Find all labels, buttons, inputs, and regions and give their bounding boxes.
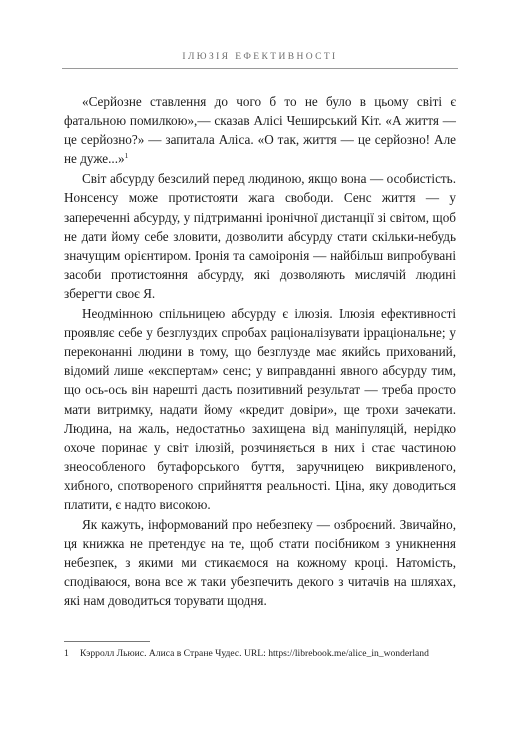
body-text <box>64 92 456 611</box>
footnote <box>64 647 484 660</box>
footnote-reference[interactable]: 1 <box>124 151 129 161</box>
footnote-number: 1 <box>64 648 69 659</box>
paragraph-1-text: «Серйозне ставлення до чого б то не було в цьому світі є фатальною помилкою»,— сказав Алісі Чеширський Кіт. «А життя — це серйозно?» — запитала Аліса. «О так, життя — це серйозно! Але не дуже...» <box>64 94 456 167</box>
paragraph-4: Як кажуть, інформований про небезпеку — озброєний. Звичайно, ця книжка не претендує на те, щоб стати посібником з уникнення небезпек, з якими ми стикаємося на кожному кроці. Натомість, сподіваюся, вона все ж таки убезпечить декого з читачів на шляхах, які нам доводиться торувати щодня. <box>64 517 456 609</box>
paragraph-3: Неодмінною спільницею абсурду є ілюзія. Ілюзія ефективності проявляє себе у безглуздих спробах раціоналізувати ірраціональне; у переконанні людини в тому, що безглузде має якийсь прихований, відомий лише «експертам» сенс; у виправданні явного абсурду тим, що ось-ось він нарешті дасть позитивний результат — треба просто мати витримку, надати йому «кредит довіри», ще трохи зачекати. Людина, на жаль, недостатньо захищена від маніпуляцій, нерідко охоче поринає у світ ілюзій, розчиняється в них і стає частиною знеособленого бутафорського буття, заручницею викривленого, хибного, спотвореного сприйняття реальності. Ціна, яку доводиться платити, є надто високою. <box>64 306 456 512</box>
footnote-text: Кэрролл Льюис. Алиса в Стране Чудес. URL: https://librebook.me/alice_in_wonderland <box>80 648 429 659</box>
paragraph-1 <box>64 92 456 168</box>
paragraph-2: Світ абсурду безсилий перед людиною, якщо вона — особистість. Нонсенсу може протистояти жага свободи. Сенс життя — у запереченні абсурду, у підтриманні іронічної дистанції зі світом, щоб не дати йому себе зловити, дозволити абсурду стати скільки-небудь значущим орієнтиром. Іронія та самоіронія — найбільш випробувані засоби протистояння абсурду, які дозволяють мислячій людині зберегти своє Я. <box>64 171 456 301</box>
running-head: ІЛЮЗІЯ ЕФЕКТИВНОСТІ <box>182 52 338 62</box>
header-divider <box>62 68 458 69</box>
footnote-divider <box>64 641 150 642</box>
